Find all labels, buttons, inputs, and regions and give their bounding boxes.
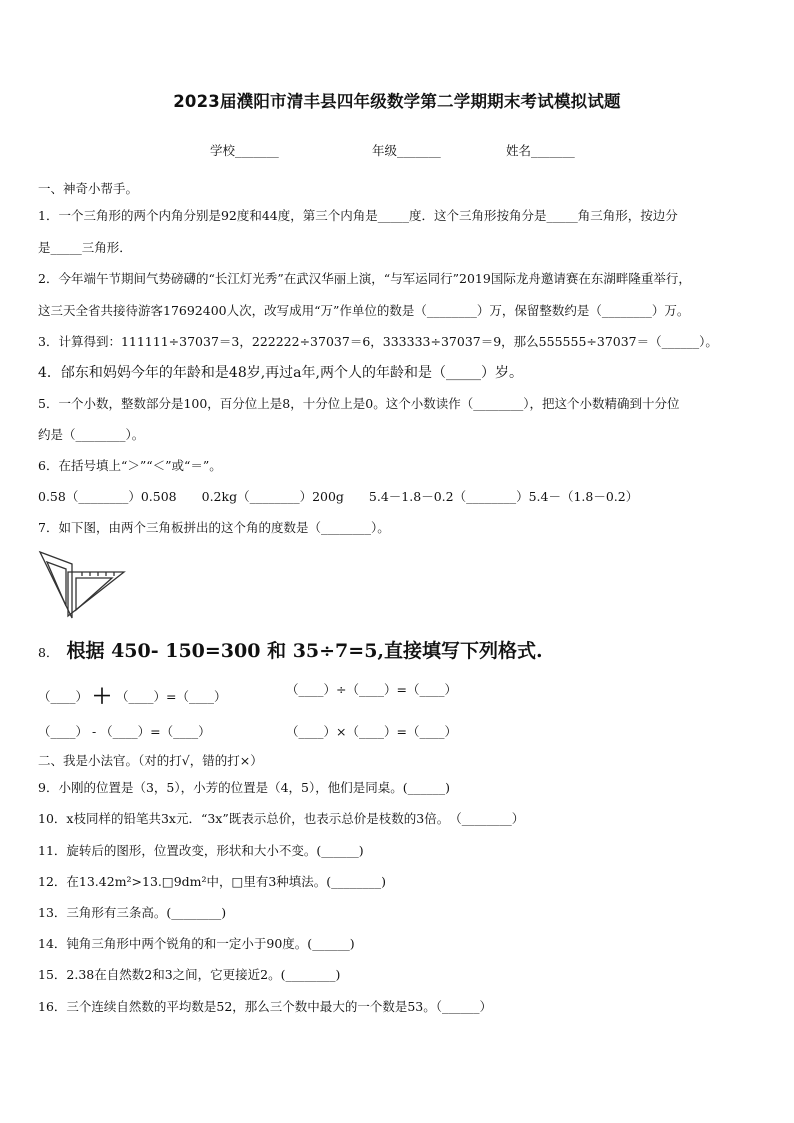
question-4: 4．邰东和妈妈今年的年龄和是48岁,再过a年,两个人的年龄和是（_____）岁。	[38, 365, 523, 381]
question-1-line-2: 是_____三角形．	[38, 240, 132, 255]
question-8-heading	[38, 636, 543, 663]
question-7: 7．如下图，由两个三角板拼出的这个角的度数是（________）。	[38, 520, 390, 535]
question-11: 11．旋转后的图形，位置改变，形状和大小不变。(______)	[38, 843, 364, 858]
blank-group: （____）	[38, 689, 89, 704]
question-6-line-2: 0.58（________）0.508 0.2kg（________）200g 5.4－1.8－0.2（________）5.4－（1.8－0.2）	[38, 489, 639, 504]
page-title: 2023届濮阳市清丰县四年级数学第二学期期末考试模拟试题	[173, 92, 621, 111]
grade-field: 年级_______	[372, 143, 441, 158]
question-14: 14．钝角三角形中两个锐角的和一定小于90度。(______)	[38, 936, 355, 951]
question-1-line-1: 1．一个三角形的两个内角分别是92度和44度，第三个内角是_____度．这个三角形按角分是_____角三角形，按边分	[38, 208, 678, 223]
question-2-line-1: 2．今年端午节期间气势磅礴的“长江灯光秀”在武汉华丽上演，“与军运同行”2019国际龙舟邀请赛在东湖畔隆重举行，	[38, 271, 691, 286]
question-13: 13．三角形有三条高。(________)	[38, 905, 227, 920]
question-12: 12．在13.42m²>13.□9dm²中，□里有3种填法。(________)	[38, 874, 387, 889]
formula-row-2-right: （____）×（____）=（____）	[286, 724, 457, 739]
formula-row-1-left	[38, 680, 226, 709]
triangle-rulers-figure	[38, 550, 128, 622]
name-field: 姓名_______	[506, 143, 575, 158]
formula-row-1-right: （____）÷（____）=（____）	[286, 682, 457, 697]
question-5-line-2: 约是（________）。	[38, 427, 145, 442]
question-6-line-1: 6．在括号填上“＞”“＜”或“＝”。	[38, 458, 222, 473]
section-2-heading: 二、我是小法官。（对的打√，错的打×）	[38, 753, 263, 768]
section-1-heading: 一、神奇小帮手。	[38, 181, 139, 196]
question-16: 16．三个连续自然数的平均数是52，那么三个数中最大的一个数是53。（______）	[38, 999, 492, 1014]
question-8-text: 根据 450- 150=300 和 35÷7=5,直接填写下列格式.	[66, 640, 543, 662]
plus-sign: ＋	[92, 684, 112, 708]
formula-row-2-left: （____） - （____）=（____）	[38, 724, 211, 739]
question-10: 10．x枝同样的铅笔共3x元．“3x”既表示总价，也表示总价是枝数的3倍。 （________）	[38, 811, 525, 826]
question-15: 15．2.38在自然数2和3之间，它更接近2。(________)	[38, 967, 341, 982]
question-9: 9．小刚的位置是（3，5），小芳的位置是（4，5），他们是同桌。(______)	[38, 780, 451, 795]
question-8-number: 8．	[38, 645, 59, 660]
question-2-line-2: 这三天全省共接待游客17692400人次，改写成用“万”作单位的数是（________）万，保留整数约是（________）万。	[38, 303, 690, 318]
question-5-line-1: 5．一个小数，整数部分是100，百分位上是8，十分位上是0。这个小数读作（________），把这个小数精确到十分位	[38, 396, 680, 411]
blank-group: （____）=（____）	[115, 689, 227, 704]
school-field: 学校_______	[210, 143, 279, 158]
question-3: 3．计算得到：111111÷37037＝3，222222÷37037＝6，333333÷37037＝9，那么555555÷37037＝（______）。	[38, 334, 718, 349]
